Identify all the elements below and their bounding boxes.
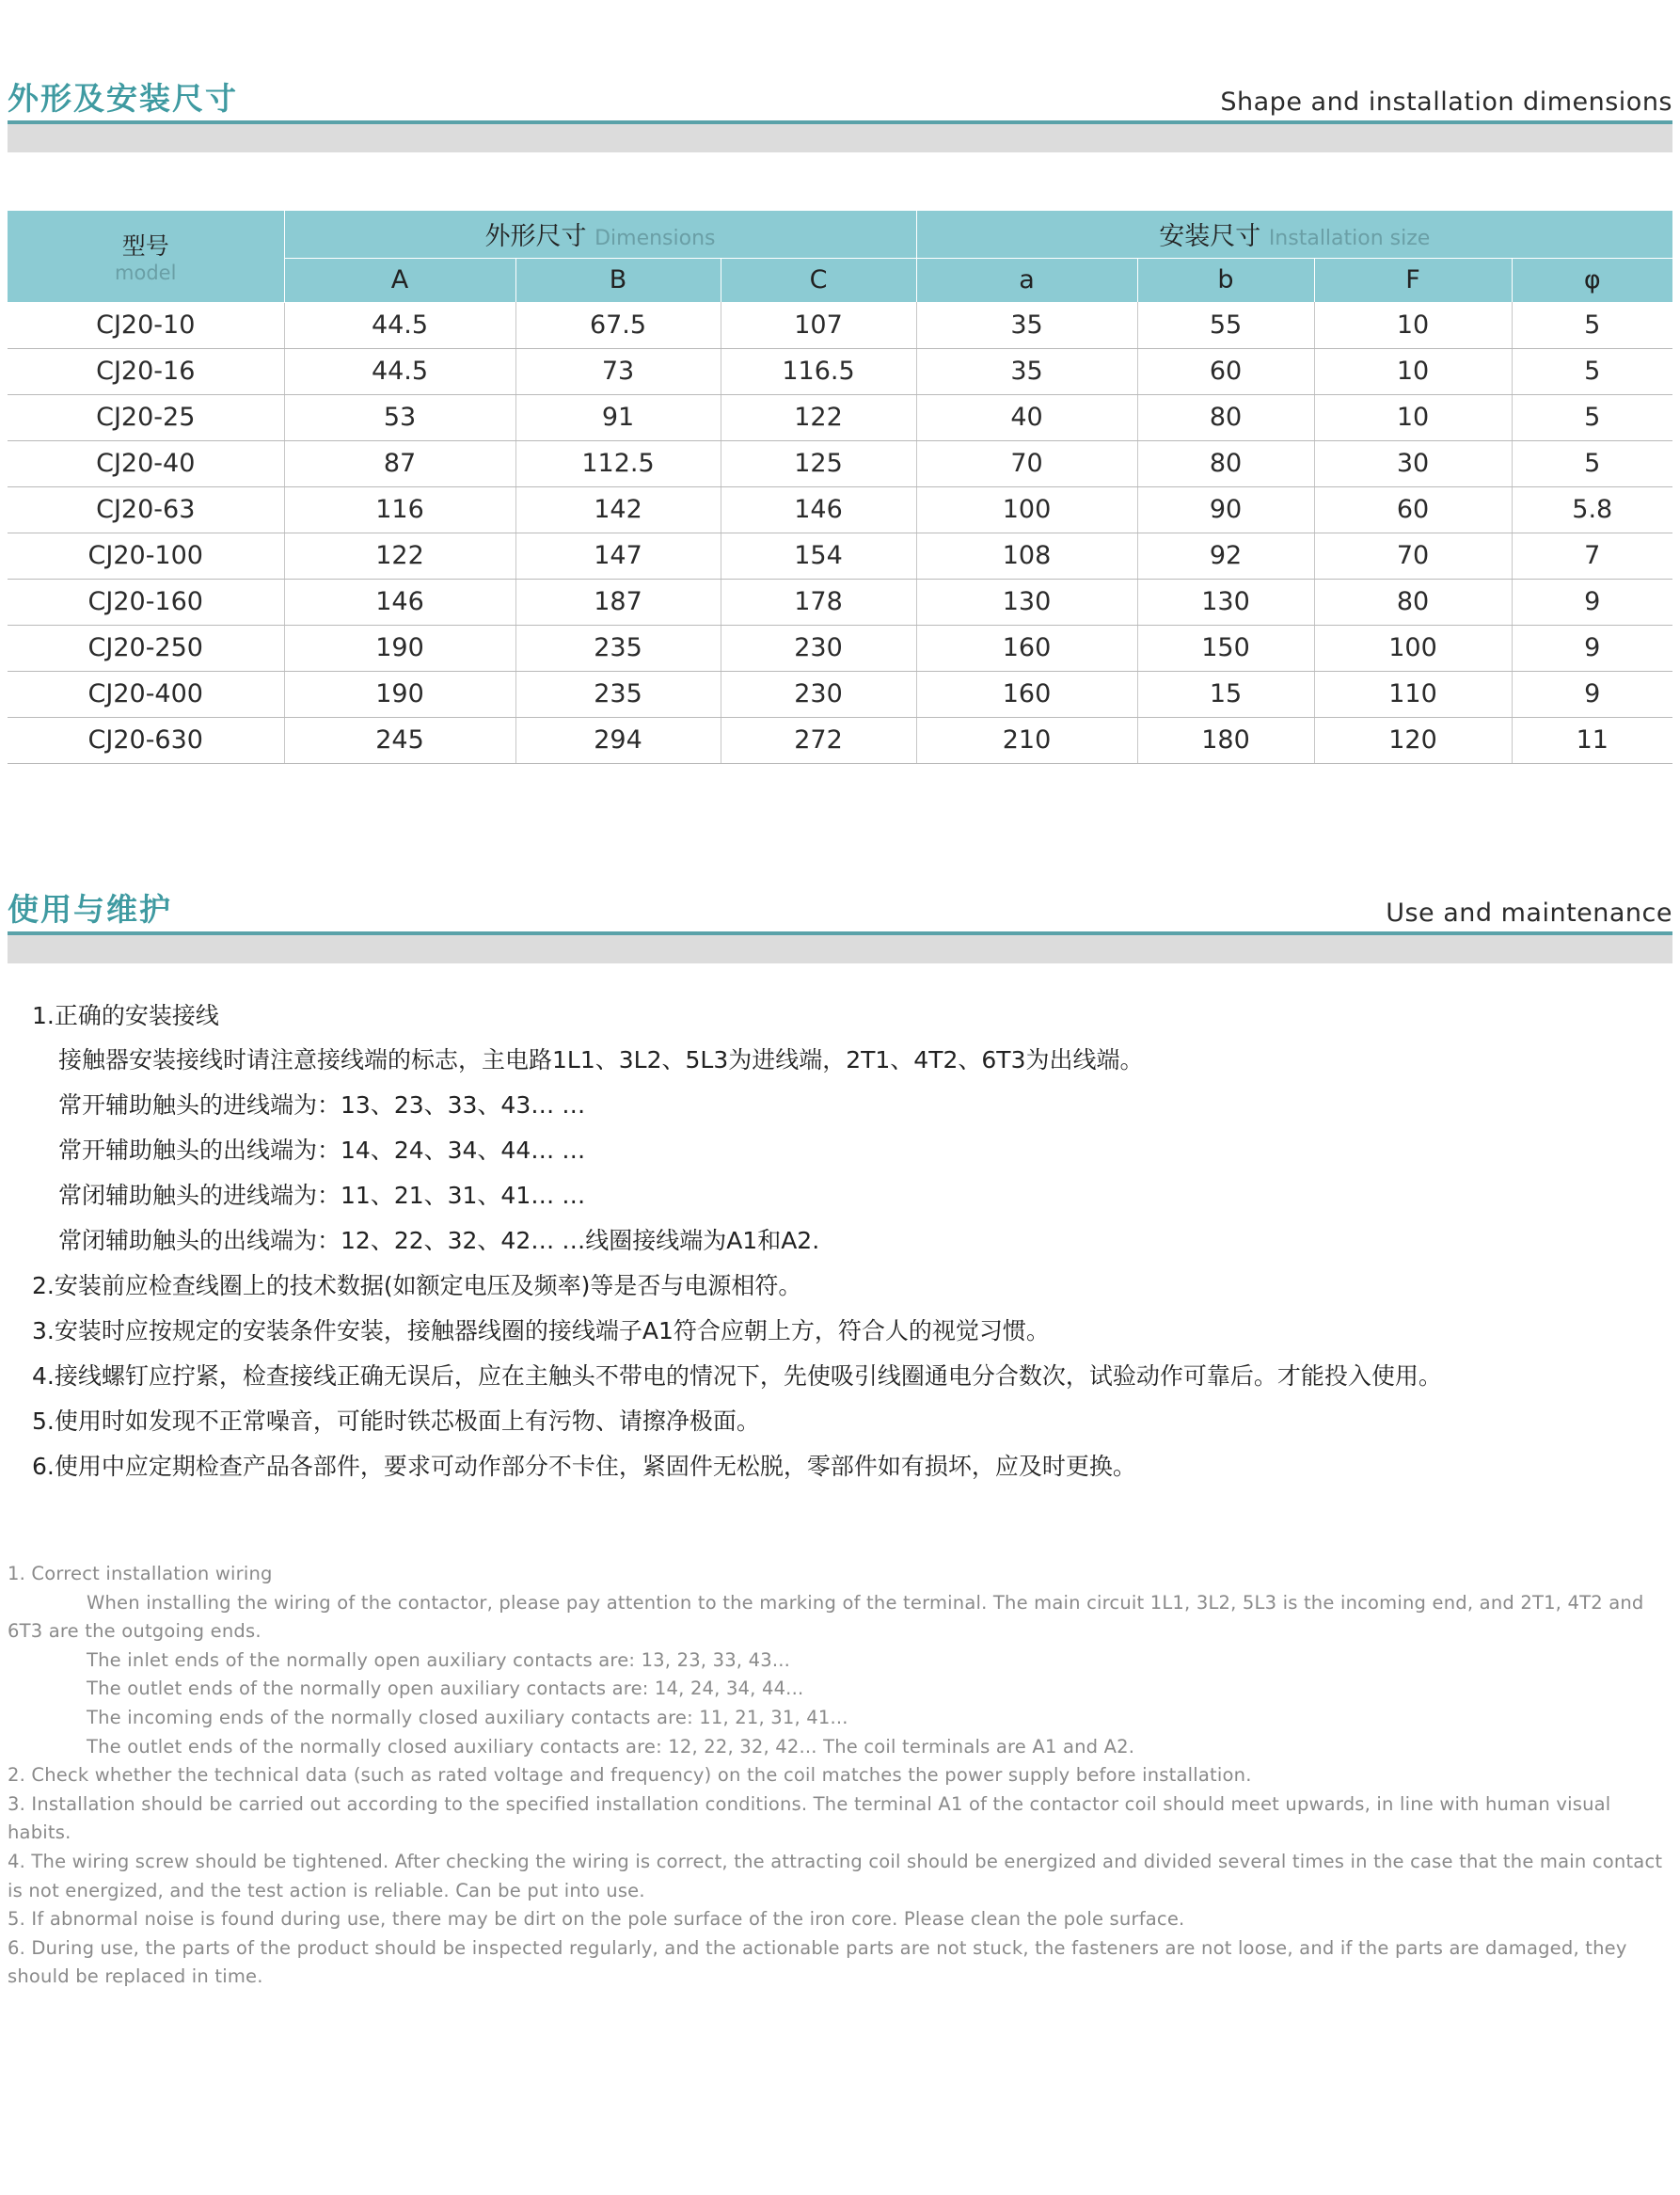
value-cell: 154 [721, 533, 916, 579]
en-paragraph: The outlet ends of the normally open auxiliary contacts are: 14, 24, 34, 44... [87, 1678, 804, 1700]
value-cell: 9 [1512, 625, 1672, 671]
value-cell: 116.5 [721, 348, 916, 394]
model-cell: CJ20-16 [8, 348, 284, 394]
value-cell: 60 [1314, 486, 1512, 533]
instructions-en [8, 1560, 1672, 1992]
value-cell: 130 [916, 579, 1137, 625]
instruction-line: 常闭辅助触头的出线端为：12、22、32、42… …线圈接线端为A1和A2. [58, 1227, 820, 1254]
value-cell: 116 [284, 486, 515, 533]
dimensions-table [8, 211, 1672, 764]
en-paragraph: The outlet ends of the normally closed auxiliary contacts are: 12, 22, 32, 42... The coil terminals are A1 and A2. [87, 1735, 1135, 1758]
value-cell: 210 [916, 717, 1137, 763]
instruction-line: 常开辅助触头的进线端为：13、23、33、43… … [58, 1091, 586, 1119]
table-row [8, 394, 1672, 440]
dimensions-header-en: Dimensions [594, 227, 716, 251]
value-cell: 147 [515, 533, 721, 579]
value-cell: 60 [1137, 348, 1314, 394]
instruction-line: 常闭辅助触头的进线端为：11、21、31、41… … [58, 1182, 586, 1209]
instruction-line: 5.使用时如发现不正常噪音，可能时铁芯极面上有污物、请擦净极面。 [32, 1408, 760, 1435]
section-title-cn: 使用与维护 [8, 891, 172, 928]
install-header-en: Installation size [1268, 227, 1431, 251]
divider-band [8, 935, 1672, 963]
value-cell: 35 [916, 302, 1137, 348]
col-header: a [916, 258, 1137, 302]
value-cell: 80 [1314, 579, 1512, 625]
dimensions-header-cn: 外形尺寸 [484, 222, 587, 252]
value-cell: 44.5 [284, 302, 515, 348]
value-cell: 160 [916, 625, 1137, 671]
value-cell: 80 [1137, 394, 1314, 440]
value-cell: 5 [1512, 440, 1672, 486]
value-cell: 9 [1512, 579, 1672, 625]
value-cell: 87 [284, 440, 515, 486]
value-cell: 100 [916, 486, 1137, 533]
value-cell: 5 [1512, 348, 1672, 394]
value-cell: 122 [721, 394, 916, 440]
value-cell: 30 [1314, 440, 1512, 486]
value-cell: 190 [284, 671, 515, 717]
table-row [8, 440, 1672, 486]
value-cell: 70 [916, 440, 1137, 486]
table-row [8, 302, 1672, 348]
value-cell: 180 [1137, 717, 1314, 763]
model-cell: CJ20-250 [8, 625, 284, 671]
install-header-cn: 安装尺寸 [1159, 222, 1261, 252]
dimensions-group-header [284, 211, 916, 258]
table-row [8, 348, 1672, 394]
value-cell: 190 [284, 625, 515, 671]
value-cell: 107 [721, 302, 916, 348]
value-cell: 7 [1512, 533, 1672, 579]
dimensions-table-body [8, 302, 1672, 763]
model-cell: CJ20-40 [8, 440, 284, 486]
value-cell: 110 [1314, 671, 1512, 717]
value-cell: 5 [1512, 302, 1672, 348]
en-paragraph: The inlet ends of the normally open auxiliary contacts are: 13, 23, 33, 43... [87, 1648, 791, 1671]
instruction-line: 6.使用中应定期检查产品各部件，要求可动作部分不卡住，紧固件无松脱，零部件如有损坏，应及时更换。 [32, 1453, 1136, 1480]
value-cell: 70 [1314, 533, 1512, 579]
table-row [8, 579, 1672, 625]
value-cell: 187 [515, 579, 721, 625]
model-header-cn: 型号 [121, 232, 169, 261]
value-cell: 11 [1512, 717, 1672, 763]
table-row [8, 533, 1672, 579]
model-cell: CJ20-10 [8, 302, 284, 348]
value-cell: 120 [1314, 717, 1512, 763]
table-row [8, 625, 1672, 671]
en-paragraph: When installing the wiring of the contactor, please pay attention to the marking of the terminal. The main circuit 1L1, 3L2, 5L3 is the incoming end, and 2T1, 4T2 and 6T3 are the outgoing ends. [8, 1591, 1644, 1643]
value-cell: 112.5 [515, 440, 721, 486]
value-cell: 53 [284, 394, 515, 440]
value-cell: 130 [1137, 579, 1314, 625]
model-cell: CJ20-630 [8, 717, 284, 763]
col-header: C [721, 258, 916, 302]
en-paragraph: The incoming ends of the normally closed auxiliary contacts are: 11, 21, 31, 41... [87, 1706, 848, 1728]
value-cell: 230 [721, 671, 916, 717]
value-cell: 230 [721, 625, 916, 671]
col-header: B [515, 258, 721, 302]
value-cell: 178 [721, 579, 916, 625]
model-header [8, 211, 284, 302]
value-cell: 35 [916, 348, 1137, 394]
table-row [8, 486, 1672, 533]
value-cell: 10 [1314, 302, 1512, 348]
divider-band [8, 124, 1672, 152]
en-paragraph: 6. During use, the parts of the product should be inspected regularly, and the actionable parts are not stuck, the fasteners are not loose, and if the parts are damaged, they should be replaced in time. [8, 1936, 1627, 1988]
value-cell: 91 [515, 394, 721, 440]
value-cell: 92 [1137, 533, 1314, 579]
value-cell: 100 [1314, 625, 1512, 671]
model-cell: CJ20-25 [8, 394, 284, 440]
instruction-line: 4.接线螺钉应拧紧，检查接线正确无误后，应在主触头不带电的情况下，先使吸引线圈通电分合数次，试验动作可靠后。才能投入使用。 [32, 1362, 1442, 1390]
table-row [8, 671, 1672, 717]
value-cell: 80 [1137, 440, 1314, 486]
value-cell: 122 [284, 533, 515, 579]
value-cell: 146 [284, 579, 515, 625]
instruction-line: 常开辅助触头的出线端为：14、24、34、44… … [58, 1137, 586, 1164]
value-cell: 5 [1512, 394, 1672, 440]
section-header-dimensions [8, 75, 1672, 124]
instruction-line: 1.正确的安装接线 [32, 1002, 219, 1029]
model-cell: CJ20-160 [8, 579, 284, 625]
instruction-line: 接触器安装接线时请注意接线端的标志，主电路1L1、3L2、5L3为进线端，2T1、4T2、6T3为出线端。 [58, 1046, 1144, 1074]
value-cell: 108 [916, 533, 1137, 579]
en-paragraph: 5. If abnormal noise is found during use, there may be dirt on the pole surface of the iron core. Please clean the pole surface. [8, 1908, 1185, 1931]
en-paragraph: 4. The wiring screw should be tightened. After checking the wiring is correct, the attracting coil should be energized and divided several times in the case that the main contact is not energized, and the test action is reliable. Can be put into use. [8, 1850, 1663, 1901]
instruction-line: 3.安装时应按规定的安装条件安装，接触器线圈的接线端子A1符合应朝上方，符合人的视觉习惯。 [32, 1317, 1050, 1344]
value-cell: 146 [721, 486, 916, 533]
en-paragraph: 1. Correct installation wiring [8, 1563, 273, 1584]
col-header: F [1314, 258, 1512, 302]
section-title-cn: 外形及安装尺寸 [8, 80, 238, 117]
value-cell: 125 [721, 440, 916, 486]
model-cell: CJ20-63 [8, 486, 284, 533]
value-cell: 235 [515, 625, 721, 671]
value-cell: 10 [1314, 394, 1512, 440]
value-cell: 235 [515, 671, 721, 717]
value-cell: 15 [1137, 671, 1314, 717]
section-header-maintenance [8, 886, 1672, 935]
col-header: φ [1512, 258, 1672, 302]
value-cell: 160 [916, 671, 1137, 717]
install-group-header [916, 211, 1672, 258]
model-cell: CJ20-400 [8, 671, 284, 717]
value-cell: 5.8 [1512, 486, 1672, 533]
en-paragraph: 3. Installation should be carried out according to the specified installation conditions. The terminal A1 of the contactor coil should meet upwards, in line with human visual habits. [8, 1792, 1611, 1844]
value-cell: 44.5 [284, 348, 515, 394]
table-row [8, 717, 1672, 763]
instruction-line: 2.安装前应检查线圈上的技术数据(如额定电压及频率)等是否与电源相符。 [32, 1272, 802, 1299]
model-header-en: model [115, 262, 177, 285]
value-cell: 9 [1512, 671, 1672, 717]
col-header: A [284, 258, 515, 302]
value-cell: 142 [515, 486, 721, 533]
section-title-en: Use and maintenance [1386, 899, 1672, 928]
value-cell: 55 [1137, 302, 1314, 348]
value-cell: 294 [515, 717, 721, 763]
value-cell: 40 [916, 394, 1137, 440]
value-cell: 150 [1137, 625, 1314, 671]
col-header: b [1137, 258, 1314, 302]
value-cell: 67.5 [515, 302, 721, 348]
value-cell: 272 [721, 717, 916, 763]
section-title-en: Shape and installation dimensions [1220, 87, 1672, 117]
en-paragraph: 2. Check whether the technical data (such as rated voltage and frequency) on the coil matches the power supply before installation. [8, 1764, 1252, 1787]
model-cell: CJ20-100 [8, 533, 284, 579]
value-cell: 73 [515, 348, 721, 394]
value-cell: 245 [284, 717, 515, 763]
value-cell: 10 [1314, 348, 1512, 394]
value-cell: 90 [1137, 486, 1314, 533]
